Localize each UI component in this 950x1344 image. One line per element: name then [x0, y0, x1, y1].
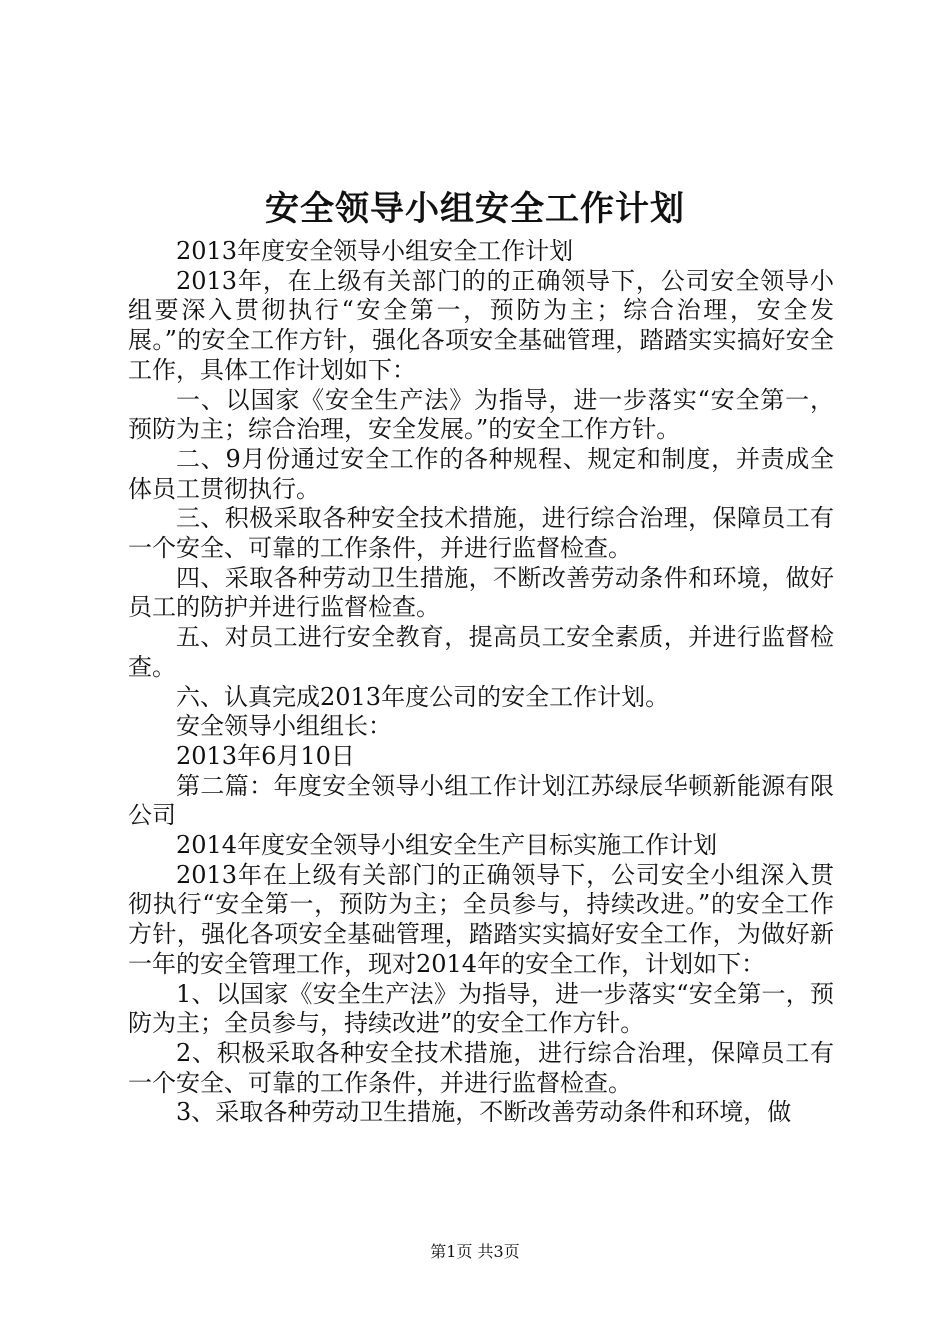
paragraph: 2013年度安全领导小组安全工作计划 [176, 237, 574, 265]
paragraph: 三、积极采取各种安全技术措施，进行综合治理，保障员工有一个安全、可靠的工作条件，并进行监督检查。 [128, 504, 834, 563]
paragraph: 一、以国家《安全生产法》为指导，进一步落实“安全第一，预防为主；综合治理，安全发展。”的安全工作方针。 [128, 385, 834, 444]
paragraph: 1、以国家《安全生产法》为指导，进一步落实“安全第一，预防为主；全员参与，持续改进”的安全工作方针。 [128, 979, 834, 1038]
document-body [128, 237, 834, 1128]
paragraph: 四、采取各种劳动卫生措施，不断改善劳动条件和环境，做好员工的防护并进行监督检查。 [128, 563, 834, 622]
date-line: 2013年6月10日 [176, 741, 355, 770]
document-title: 安全领导小组安全工作计划 [265, 189, 685, 229]
paragraph: 2013年在上级有关部门的正确领导下，公司安全小组深入贯彻执行“安全第一，预防为主；全员参与，持续改进。”的安全工作方针，强化各项安全基础管理，踏踏实实搞好安全工作，为做好新一年的安全管理工作，现对2014年的安全工作，计划如下： [128, 860, 834, 978]
page-footer: 第1页 共3页 [430, 1242, 520, 1261]
paragraph: 五、对员工进行安全教育，提高员工安全素质，并进行监督检查。 [128, 623, 834, 681]
signature-line: 安全领导小组组长： [176, 712, 392, 741]
paragraph: 2014年度安全领导小组安全生产目标实施工作计划 [176, 831, 718, 860]
section-heading: 第二篇：年度安全领导小组工作计划江苏绿辰华顿新能源有限公司 [128, 771, 834, 830]
paragraph: 2013年，在上级有关部门的的正确领导下，公司安全领导小组要深入贯彻执行“安全第一，预防为主；综合治理，安全发展。”的安全工作方针，强化各项安全基础管理，踏踏实实搞好安全工作，具体工作计划如下： [128, 266, 834, 384]
paragraph: 2、积极采取各种安全技术措施，进行综合治理，保障员工有一个安全、可靠的工作条件，并进行监督检查。 [128, 1038, 834, 1097]
paragraph: 六、认真完成2013年度公司的安全工作计划。 [176, 682, 670, 711]
paragraph: 二、9月份通过安全工作的各种规程、规定和制度，并责成全体员工贯彻执行。 [128, 444, 834, 503]
paragraph: 3、采取各种劳动卫生措施，不断改善劳动条件和环境，做 [176, 1098, 792, 1127]
